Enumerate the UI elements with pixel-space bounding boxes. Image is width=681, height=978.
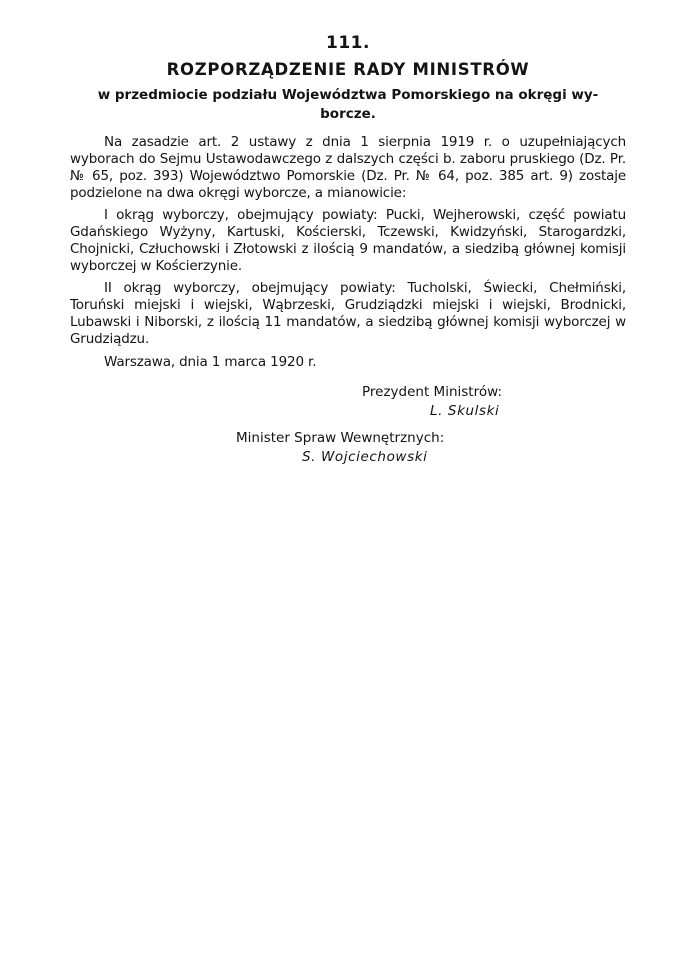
subject-line-1: w przedmiocie podziału Województwa Pomorskiego na okręgi wy- [97,87,599,103]
paragraph-district-2: II okrąg wyborczy, obejmujący powiaty: Tucholski, Świecki, Chełmiński, Toruński miejski i wiejski, Wąbrzeski, Grudziądzki miejski i wiejski, Brodnicki, Lubawski i Niborski, z ilością 11 mandatów, a siedzibą głównej komisji wyborczej w Grudziądzu. [70,280,626,347]
paragraph-preamble: Na zasadzie art. 2 ustawy z dnia 1 sierpnia 1919 r. o uzupełniających wyborach do Sejmu Ustawodawczego z dalszych części b. zaboru pruskiego (Dz. Pr. № 65, poz. 393) Województwo Pomorskie (Dz. Pr. № 64, poz. 385 art. 9) zostaje podzielone na dwa okręgi wyborcze, a mianowicie: [70,134,626,201]
document-subject [70,86,626,124]
document-number: 111. [326,33,370,53]
signature-2-name: S. Wojciechowski [302,449,428,465]
paragraph-district-1: I okrąg wyborczy, obejmujący powiaty: Pucki, Wejherowski, część powiatu Gdańskiego Wyżyny, Kartuski, Kościerski, Tczewski, Kwidzyński, Starogardzki, Chojnicki, Człuchowski i Złotowski z ilością 9 mandatów, a siedzibą głównej komisji wyborczej w Kościerzynie. [70,207,626,274]
signature-1-name: L. Skulski [430,403,500,419]
subject-line-2: borcze. [320,106,376,122]
document-title: ROZPORZĄDZENIE RADY MINISTRÓW [166,60,530,79]
signature-2-title: Minister Spraw Wewnętrznych: [236,430,445,446]
document-body [70,134,626,371]
document-date: Warszawa, dnia 1 marca 1920 r. [104,354,317,370]
document-page [70,32,626,467]
signature-1-title: Prezydent Ministrów: [362,384,502,400]
